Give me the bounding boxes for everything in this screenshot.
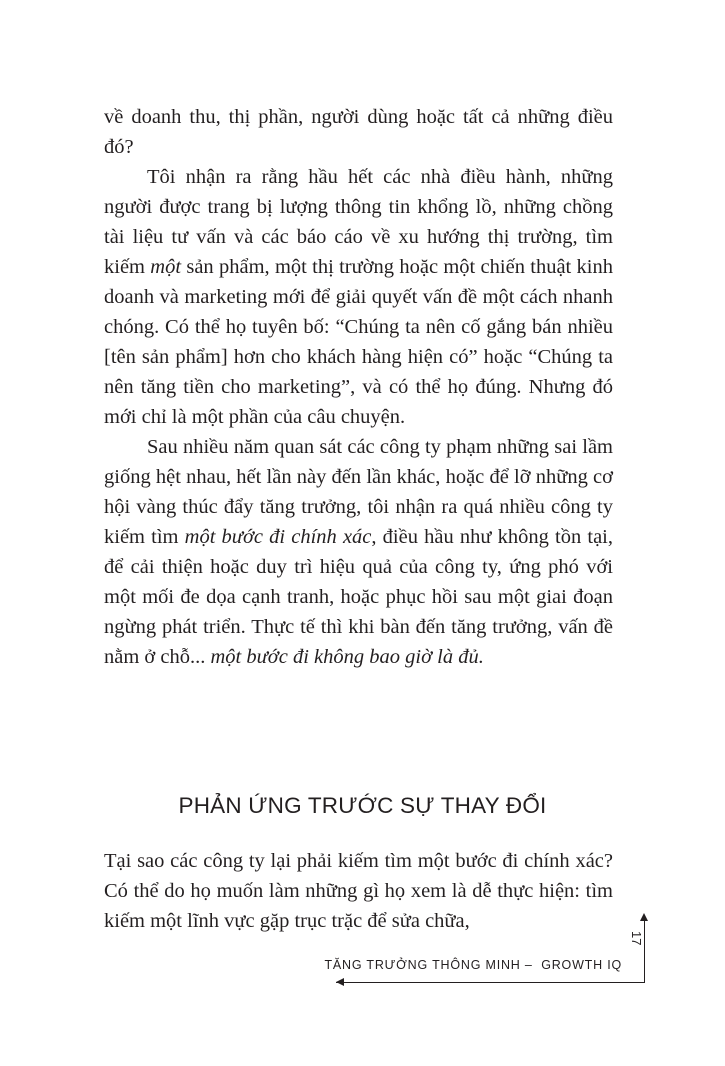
footer-rule (336, 982, 644, 983)
paragraph-text: Tôi nhận ra rằng hầu hết các nhà điều hành, những người được trang bị lượng thông tin khổng lồ, những chồng tài liệu tư vấn và các báo cáo về xu hướng thị trường, tìm kiếm (104, 166, 613, 278)
paragraph-text: Sau nhiều năm quan sát các công ty phạm những sai lầm giống hệt nhau, hết lần này đến lần khác, hoặc để lỡ những cơ hội vàng thúc đẩy tăng trưởng, tôi nhận ra quá nhiều công ty kiếm tìm (104, 436, 613, 548)
emphasis-text: một bước đi chính xác (184, 526, 372, 548)
paragraph-text: sản phẩm, một thị trường hoặc một chiến thuật kinh doanh và marketing mới để giải quyết vấn đề một cách nhanh chóng. Có thể họ tuyên bố: “Chúng ta nên cố gắng bán nhiều [tên sản phẩm] hơn cho khách hàng hiện có” hoặc “Chúng ta nên tăng tiền cho marketing”, và có thể họ đúng. Nhưng đó mới chỉ là một phần của câu chuyện. (104, 256, 613, 428)
section-heading: PHẢN ỨNG TRƯỚC SỰ THAY ĐỔI (178, 793, 547, 818)
arrow-up-icon (640, 913, 648, 921)
paragraph-text: , điều hầu như không tồn tại, để cải thiện hoặc duy trì hiệu quả của công ty, ứng phó với một mối đe dọa cạnh tranh, hoặc phục hồi sau một giai đoạn ngừng phát triển. Thực tế thì khi bàn đến tăng trưởng, vấn đề nằm ở chỗ... (104, 526, 613, 668)
paragraph: về doanh thu, thị phần, người dùng hoặc tất cả những điều đó? (104, 106, 613, 158)
paragraph (104, 162, 613, 432)
arrow-left-icon (336, 978, 344, 986)
emphasis-text: một (150, 256, 182, 278)
paragraph: Tại sao các công ty lại phải kiếm tìm một bước đi chính xác? Có thể do họ muốn làm những gì họ xem là dễ thực hiện: tìm kiếm một lĩnh vực gặp trục trặc để sửa chữa, (104, 850, 613, 932)
page-number: 17 (629, 931, 644, 946)
body-text-bottom (104, 846, 613, 936)
emphasis-text: một bước đi không bao giờ là đủ. (210, 646, 484, 668)
paragraph (104, 432, 613, 672)
footer-book-title: TĂNG TRƯỞNG THÔNG MINH – GROWTH IQ (324, 958, 622, 972)
page-number-rule (644, 918, 645, 983)
body-text-top (104, 102, 613, 672)
